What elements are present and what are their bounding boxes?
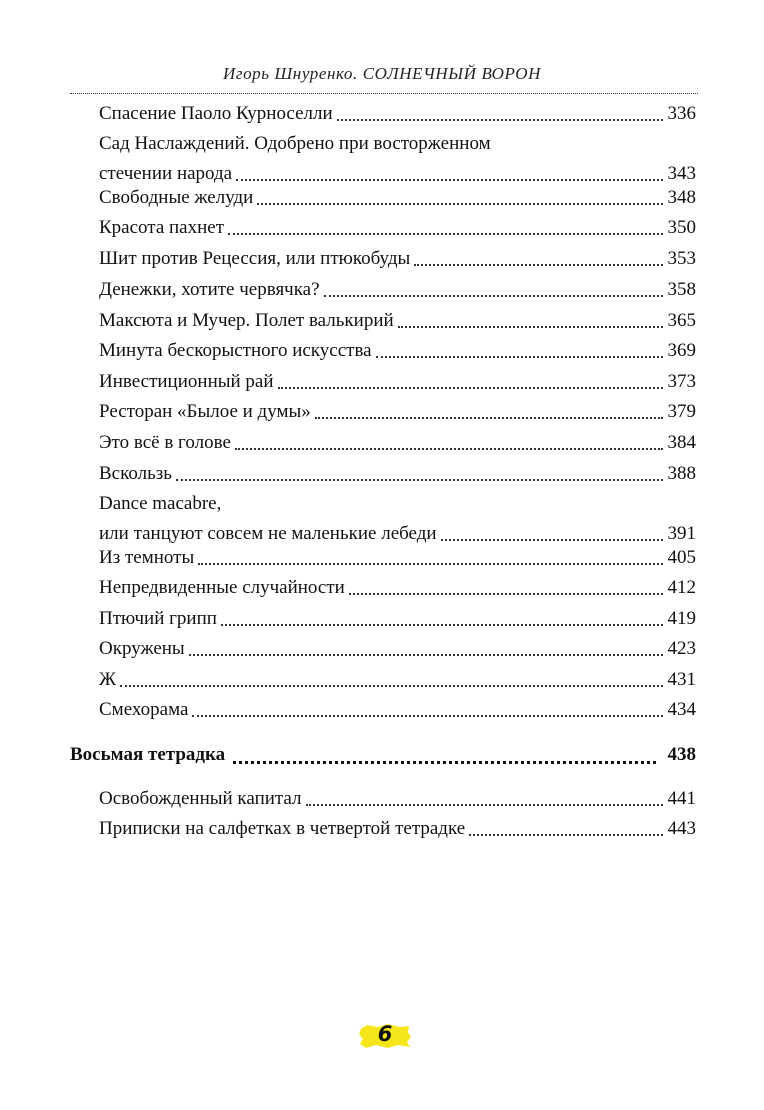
dot-leader (469, 834, 663, 836)
toc-page-number: 343 (667, 163, 696, 184)
toc-entry-title: Максюта и Мучер. Полет валькирий (99, 310, 394, 331)
dot-leader (189, 654, 663, 656)
toc-entry (99, 129, 696, 189)
toc-entry (99, 306, 696, 336)
toc-entry-title: Непредвиденные случайности (99, 577, 345, 598)
dot-leader (235, 448, 663, 450)
toc-entry (99, 397, 696, 427)
toc-entry-title: Окружены (99, 638, 185, 659)
toc-entry-line (99, 665, 696, 695)
toc-page-number: 336 (667, 103, 696, 124)
dot-leader (315, 417, 663, 419)
header-divider (70, 93, 698, 94)
toc-entry-title: Птючий грипп (99, 608, 217, 629)
toc-entry (99, 367, 696, 397)
toc-entry (99, 244, 696, 274)
toc-entry-title: Это всё в голове (99, 432, 231, 453)
toc-entry (99, 428, 696, 458)
toc-page-number: 431 (667, 669, 696, 690)
toc-page-number: 405 (667, 547, 696, 568)
toc-page-number: 358 (667, 279, 696, 300)
toc-entry-title: Минута бескорыстного искусства (99, 340, 372, 361)
page-number-badge (358, 1023, 412, 1049)
dot-leader (376, 356, 663, 358)
toc-entry (99, 489, 696, 549)
toc-page-number: 419 (667, 608, 696, 629)
dot-leader (176, 479, 663, 481)
toc-entry-line (99, 695, 696, 725)
toc-entry-title: Dance macabre, (99, 493, 222, 514)
toc-entry-title: Вскользь (99, 463, 172, 484)
dot-leader (257, 203, 663, 205)
toc-entry-title: Ж (99, 669, 117, 690)
toc-entry-line (99, 543, 696, 573)
dot-leader (414, 264, 663, 266)
toc-entry-line (99, 367, 696, 397)
toc-entry (99, 99, 696, 129)
toc-entry-line (99, 336, 696, 366)
toc-page-number: 423 (667, 638, 696, 659)
toc-entry-line (99, 275, 696, 305)
toc-page-number: 441 (667, 788, 696, 809)
running-header: Игорь Шнуренко. СОЛНЕЧНЫЙ ВОРОН (222, 64, 542, 83)
toc-entry-title: Спасение Паоло Курноселли (99, 103, 333, 124)
toc-entry (99, 459, 696, 489)
section-heading (70, 740, 696, 770)
toc-page-number: 391 (667, 523, 696, 544)
toc-entry-line (99, 428, 696, 458)
toc-entry-title: Шит против Рецессия, или птюкобуды (99, 248, 411, 269)
toc-entry-line (99, 459, 696, 489)
toc-entry-title: Освобожденный капитал (99, 788, 302, 809)
toc-entry (99, 784, 696, 814)
toc-entry-title: Из темноты (99, 547, 195, 568)
toc-entry-title: стечении народа (99, 163, 233, 184)
toc-entry-line (99, 634, 696, 664)
dot-leader (233, 761, 656, 764)
dot-leader (236, 179, 663, 181)
toc-entry (99, 573, 696, 603)
toc-page-number: 369 (667, 340, 696, 361)
toc-entry-line (99, 397, 696, 427)
toc-entry-title: Красота пахнет (99, 217, 225, 238)
toc-page-number: 443 (667, 818, 696, 839)
toc-page-number: 384 (667, 432, 696, 453)
toc-page-number: 373 (667, 371, 696, 392)
toc-entry (99, 665, 696, 695)
toc-page-number: 348 (667, 187, 696, 208)
toc-entry-title: Сад Наслаждений. Одобрено при восторженном (99, 133, 491, 154)
toc-entry (99, 604, 696, 634)
toc-entry-line (99, 183, 696, 213)
toc-page-number: 388 (667, 463, 696, 484)
dot-leader (398, 326, 663, 328)
section-title: Восьмая тетрадка (70, 744, 226, 765)
dot-leader (278, 387, 663, 389)
toc-page-number: 412 (667, 577, 696, 598)
toc-entry (99, 543, 696, 573)
toc-entry-title: Приписки на салфетках в четвертой тетрадке (99, 818, 466, 839)
page-number: 6 (377, 1022, 393, 1046)
toc-entry-line (99, 129, 696, 159)
toc-entry-line (99, 489, 696, 519)
toc-entry-title: или танцуют совсем не маленькие лебеди (99, 523, 437, 544)
toc-entry-line (99, 784, 696, 814)
toc-page-number: 379 (667, 401, 696, 422)
toc-entry (99, 814, 696, 844)
toc-entry-title: Ресторан «Былое и думы» (99, 401, 311, 422)
dot-leader (221, 624, 663, 626)
toc-page-number: 353 (667, 248, 696, 269)
toc-entry-title: Денежки, хотите червячка? (99, 279, 320, 300)
toc-page-number: 350 (667, 217, 696, 238)
toc-entry (99, 275, 696, 305)
dot-leader (441, 539, 663, 541)
toc-entry (99, 695, 696, 725)
dot-leader (228, 233, 663, 235)
dot-leader (198, 563, 663, 565)
toc-page-number: 438 (667, 744, 696, 765)
toc-page-number: 365 (667, 310, 696, 331)
dot-leader (192, 715, 663, 717)
dot-leader (349, 593, 663, 595)
toc-page-number: 434 (667, 699, 696, 720)
toc-entry-line (99, 814, 696, 844)
toc-entry-line (99, 604, 696, 634)
dot-leader (324, 295, 663, 297)
toc-entry-line (99, 99, 696, 129)
toc-entry-line (99, 213, 696, 243)
dot-leader (306, 804, 663, 806)
dot-leader (120, 685, 663, 687)
toc-entry-line (99, 244, 696, 274)
toc-entry-line (99, 573, 696, 603)
toc-entry-title: Свободные желуди (99, 187, 254, 208)
toc-entry (99, 183, 696, 213)
toc-entry-line (99, 306, 696, 336)
toc-entry-title: Смехорама (99, 699, 189, 720)
toc-entry (99, 213, 696, 243)
toc-entry (99, 336, 696, 366)
toc-entry (99, 634, 696, 664)
dot-leader (337, 119, 663, 121)
toc-entry-line (70, 740, 696, 770)
toc-entry-title: Инвестиционный рай (99, 371, 274, 392)
